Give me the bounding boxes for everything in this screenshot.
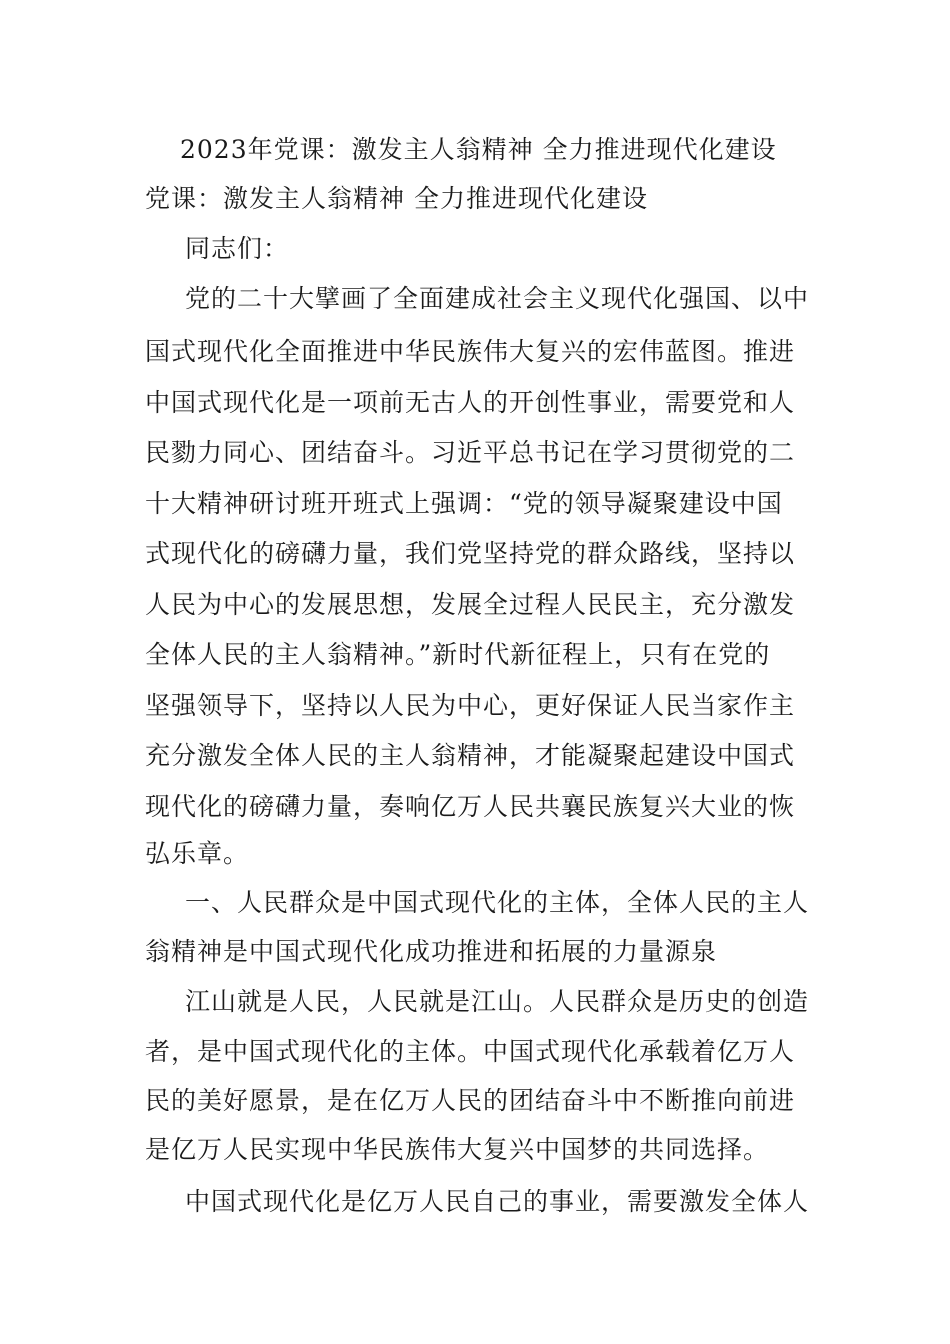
paragraph-1-line: 弘乐章。 [145, 839, 250, 868]
greeting: 同志们： [185, 234, 290, 263]
paragraph-2-line: 者，是中国式现代化的主体。中国式现代化承载着亿万人 [145, 1037, 796, 1066]
document-title: 2023年党课：激发主人翁精神 全力推进现代化建设 [180, 135, 777, 164]
paragraph-1-line: 党的二十大擘画了全面建成社会主义现代化强国、以中 [185, 284, 810, 313]
section-heading-line: 翁精神是中国式现代化成功推进和拓展的力量源泉 [145, 937, 718, 966]
paragraph-1-line: 充分激发全体人民的主人翁精神，才能凝聚起建设中国式 [145, 741, 796, 770]
paragraph-1-line: 人民为中心的发展思想，发展全过程人民民主，充分激发 [145, 590, 796, 619]
paragraph-1-line: 十大精神研讨班开班式上强调：“党的领导凝聚建设中国 [145, 489, 783, 518]
paragraph-1-line: 中国式现代化是一项前无古人的开创性事业，需要党和人 [145, 388, 796, 417]
paragraph-1-line: 式现代化的磅礴力量，我们党坚持党的群众路线，坚持以 [145, 539, 796, 568]
paragraph-2-line: 江山就是人民，人民就是江山。人民群众是历史的创造 [185, 987, 810, 1016]
paragraph-1-line: 坚强领导下，坚持以人民为中心，更好保证人民当家作主 [145, 691, 796, 720]
paragraph-1-line: 国式现代化全面推进中华民族伟大复兴的宏伟蓝图。推进 [145, 337, 796, 366]
paragraph-1-line: 全体人民的主人翁精神。”新时代新征程上，只有在党的 [145, 640, 771, 669]
document-subtitle: 党课：激发主人翁精神 全力推进现代化建设 [145, 184, 648, 213]
section-heading-line: 一、人民群众是中国式现代化的主体，全体人民的主人 [185, 888, 810, 917]
paragraph-1-line: 民勠力同心、团结奋斗。习近平总书记在学习贯彻党的二 [145, 438, 796, 467]
paragraph-1-line: 现代化的磅礴力量，奏响亿万人民共襄民族复兴大业的恢 [145, 792, 796, 821]
paragraph-2-line: 民的美好愿景，是在亿万人民的团结奋斗中不断推向前进 [145, 1086, 796, 1115]
paragraph-2-line: 是亿万人民实现中华民族伟大复兴中国梦的共同选择。 [145, 1135, 770, 1164]
paragraph-3-line: 中国式现代化是亿万人民自己的事业，需要激发全体人 [185, 1187, 810, 1216]
